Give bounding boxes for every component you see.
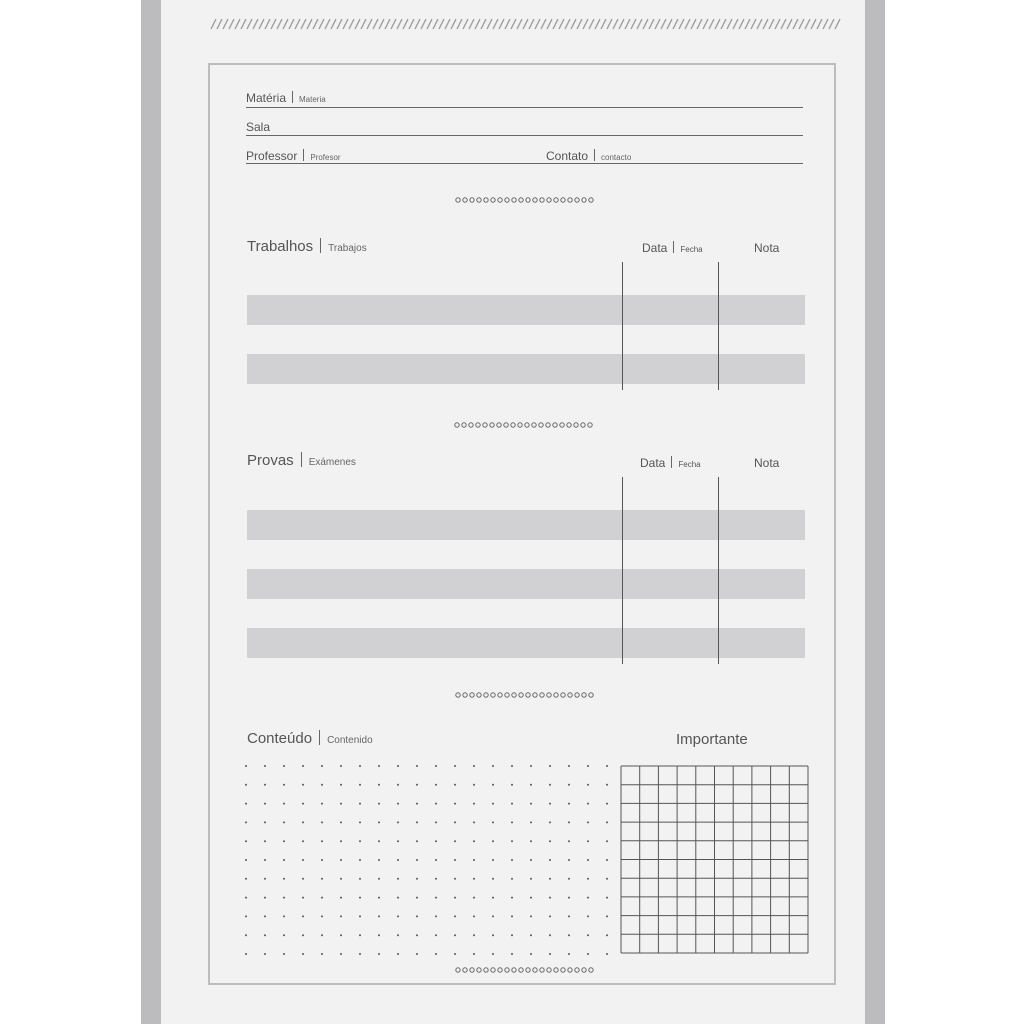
trabalhos-column-divider xyxy=(622,262,623,390)
dot-divider xyxy=(454,195,596,205)
provas-data-header xyxy=(640,456,701,470)
trabalhos-row[interactable] xyxy=(247,354,805,384)
right-margin-bar xyxy=(865,0,885,1024)
square-grid-important-area[interactable] xyxy=(620,765,809,954)
provas-fecha-label: Fecha xyxy=(678,460,701,469)
planner-page xyxy=(161,0,865,1024)
professor-field-label xyxy=(246,149,341,163)
provas-column-divider xyxy=(718,477,719,664)
materia-field-label xyxy=(246,91,326,105)
materia-sub-label: Materia xyxy=(299,95,326,104)
materia-input-line[interactable] xyxy=(246,107,803,108)
provas-title: Provas xyxy=(247,452,294,469)
trabalhos-fecha-label: Fecha xyxy=(680,245,703,254)
trabalhos-nota-header xyxy=(754,241,779,255)
trabalhos-data-label: Data xyxy=(642,241,668,255)
trabalhos-heading xyxy=(247,238,367,255)
provas-heading xyxy=(247,452,356,469)
sala-input-line[interactable] xyxy=(246,135,803,136)
professor-contato-input-line[interactable] xyxy=(246,163,803,164)
trabalhos-nota-label: Nota xyxy=(754,241,780,255)
sala-label: Sala xyxy=(246,120,271,134)
provas-sub-title: Exámenes xyxy=(308,457,356,468)
materia-label: Matéria xyxy=(246,91,287,105)
provas-row[interactable] xyxy=(247,628,805,658)
dot-divider xyxy=(453,420,595,430)
provas-data-label: Data xyxy=(640,456,666,470)
hatch-decoration xyxy=(209,18,841,30)
provas-column-divider xyxy=(622,477,623,664)
trabalhos-data-header xyxy=(642,241,703,255)
dot-divider xyxy=(454,965,596,975)
sala-field-label xyxy=(246,120,270,134)
conteudo-sub-title: Contenido xyxy=(327,735,373,746)
contato-sub-label: contacto xyxy=(601,153,632,162)
provas-row[interactable] xyxy=(247,569,805,599)
professor-sub-label: Profesor xyxy=(310,153,341,162)
trabalhos-title: Trabalhos xyxy=(247,238,314,255)
trabalhos-column-divider xyxy=(718,262,719,390)
trabalhos-sub-title: Trabajos xyxy=(328,243,367,254)
left-margin-bar xyxy=(141,0,161,1024)
provas-nota-label: Nota xyxy=(754,456,780,470)
importante-label: Importante xyxy=(676,731,748,748)
dot-grid-notes-area[interactable] xyxy=(243,762,623,958)
trabalhos-row[interactable] xyxy=(247,295,805,325)
dot-divider xyxy=(454,690,596,700)
contato-label: Contato xyxy=(546,149,589,163)
provas-row[interactable] xyxy=(247,510,805,540)
conteudo-heading xyxy=(247,730,373,747)
importante-heading xyxy=(676,731,748,748)
provas-nota-header xyxy=(754,456,779,470)
conteudo-title: Conteúdo xyxy=(247,730,313,747)
contato-field-label xyxy=(546,149,631,163)
professor-label: Professor xyxy=(246,149,298,163)
